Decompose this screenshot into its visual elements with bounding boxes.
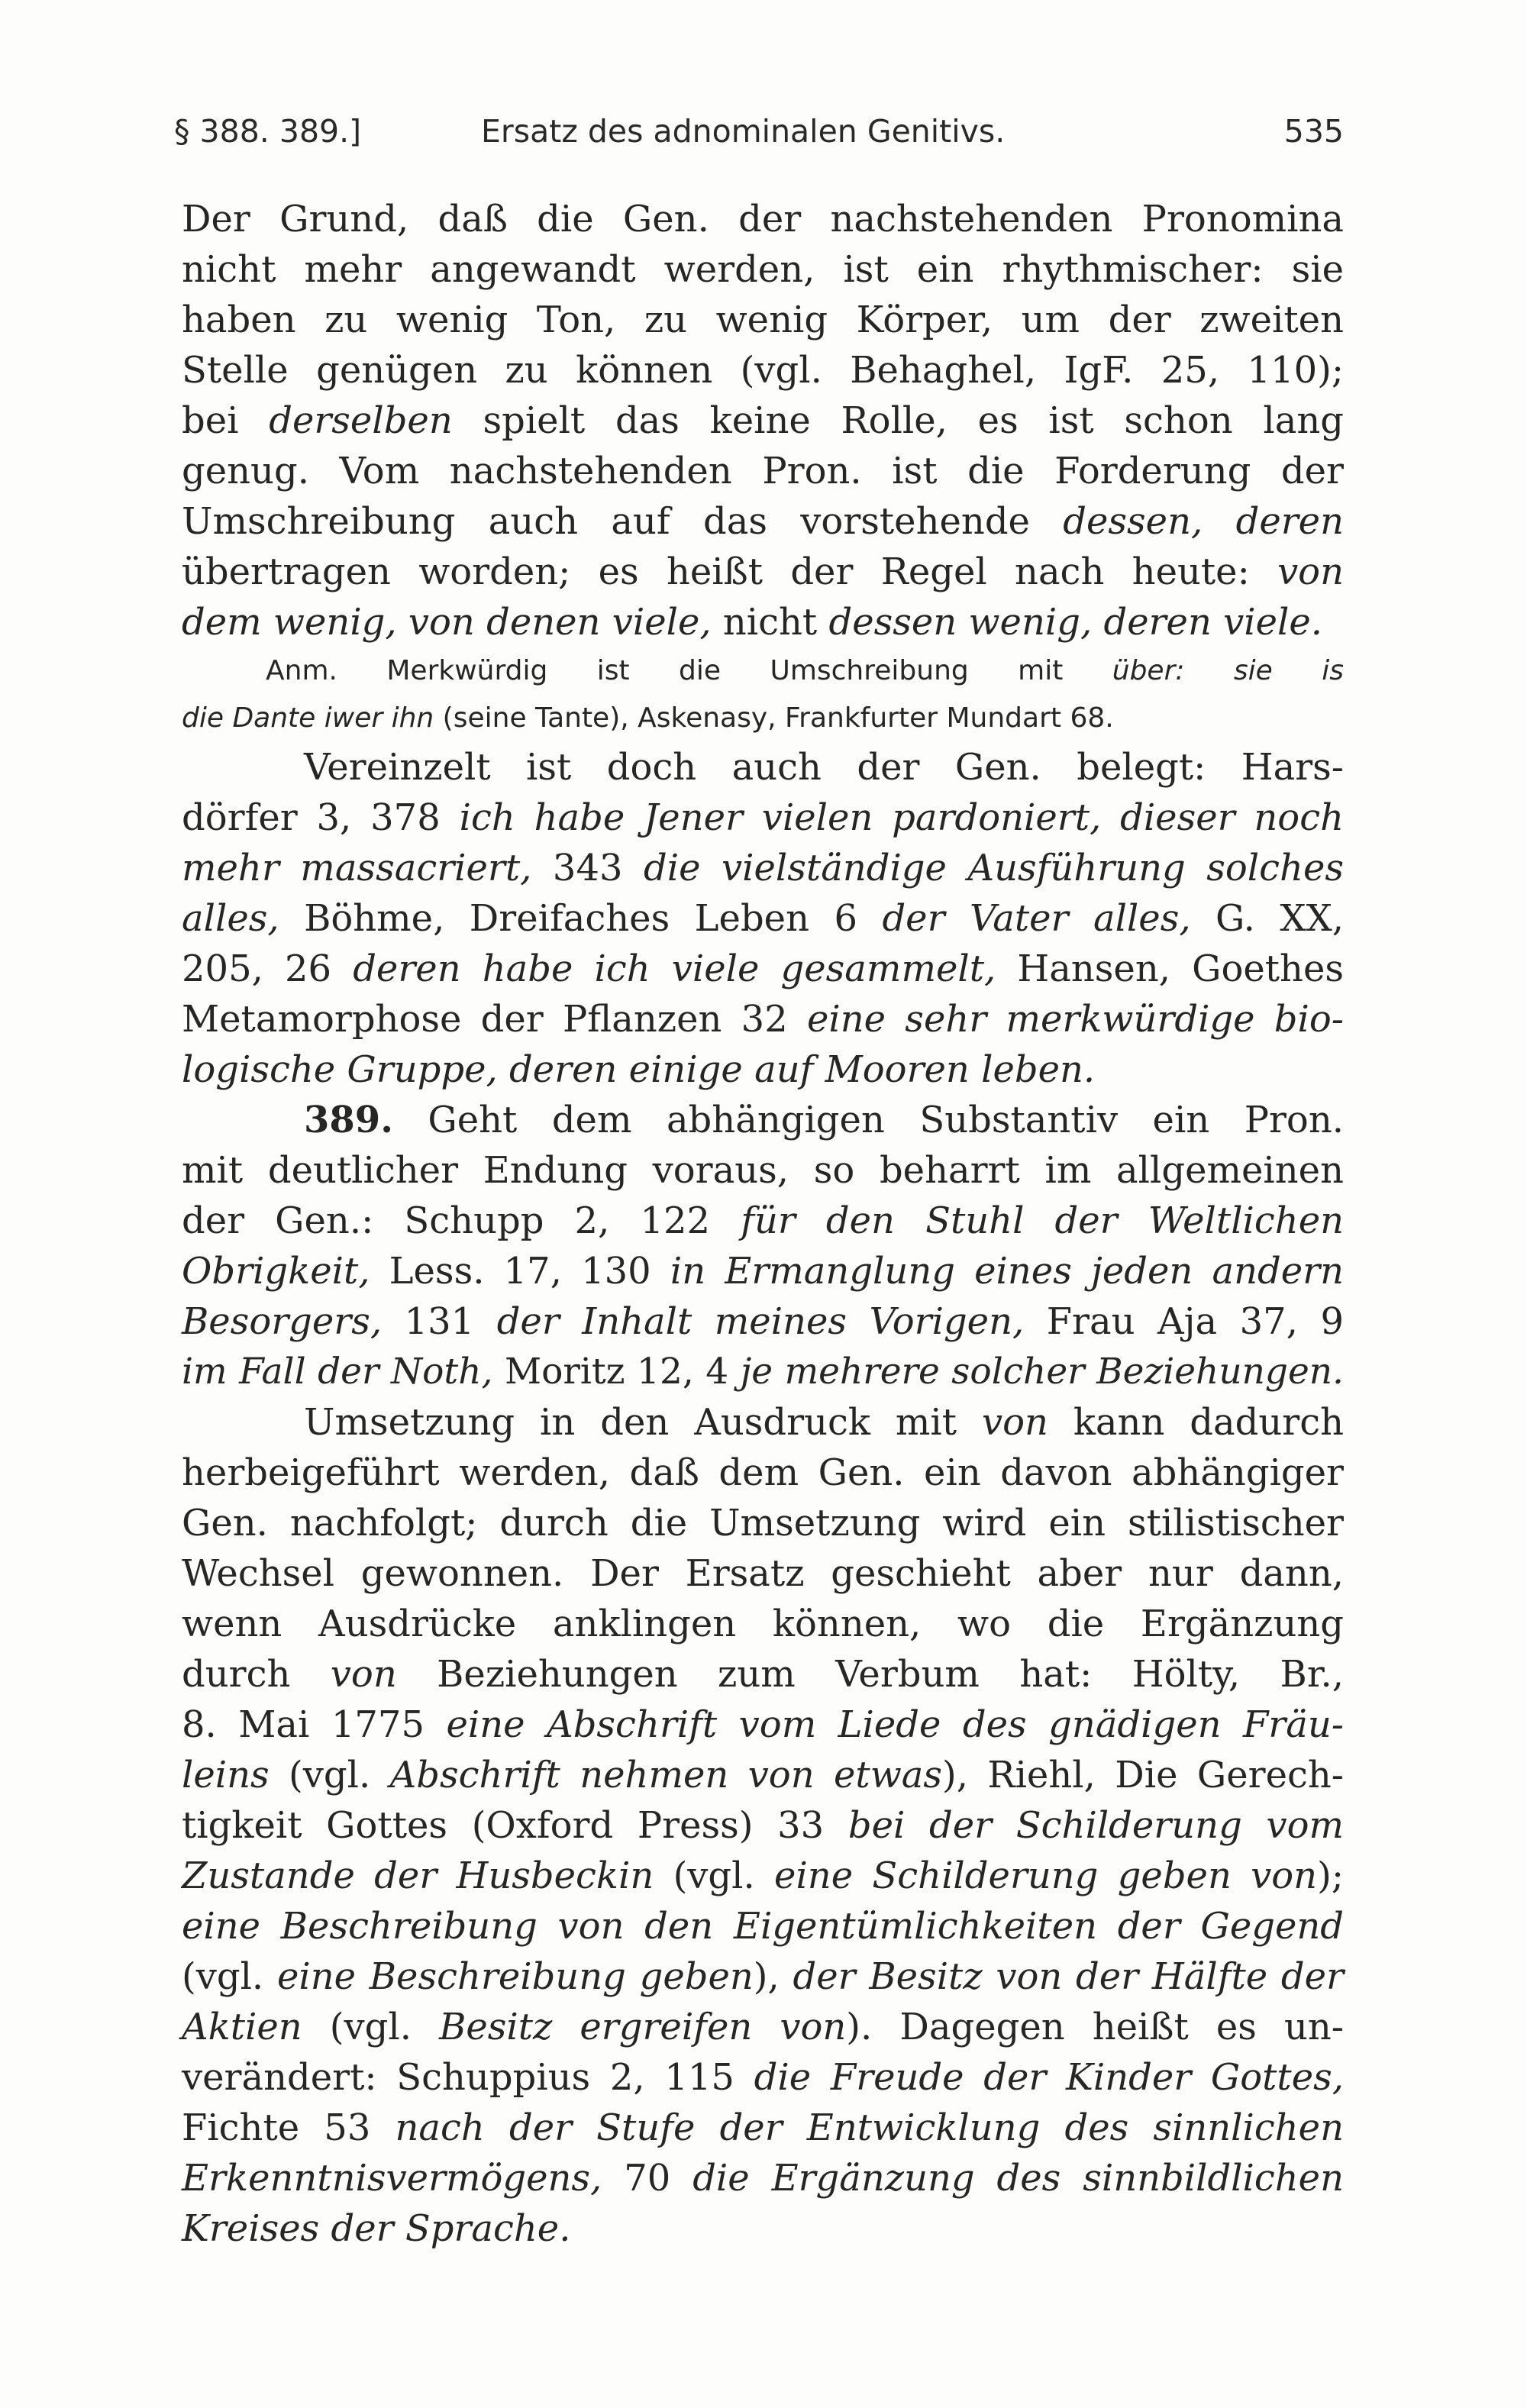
quoted-example: von [981,1401,1048,1444]
quoted-example: von [1277,550,1344,593]
text-line [182,1095,1344,1145]
quoted-example: eine Beschreibung von den Eigentümlichkeiten der Gegend [182,1905,1344,1948]
quoted-example: Besorgers, [182,1300,383,1343]
text-line [182,2002,1344,2052]
quoted-example: der Besitz von der Hälfte der [793,1955,1345,1998]
text-segment: Umschreibung auch auf das vorstehende [182,500,1064,543]
quoted-example: Kreises der Sprache. [182,2207,571,2250]
quoted-example: Erkenntnisvermögens, [182,2157,602,2200]
text-segment: Vereinzelt ist doch auch der Gen. belegt: Hars- [304,746,1344,789]
quoted-example: alles, [182,897,279,940]
text-line [182,295,1344,345]
quoted-example: eine Beschreibung geben [276,1955,754,1998]
text-line [182,1800,1344,1851]
text-line [182,1145,1344,1196]
quoted-example: eine Schilderung geben von [774,1854,1318,1897]
text-segment: bei [182,399,270,442]
text-segment: herbeigeführt werden, daß dem Gen. ein davon abhängiger [182,1451,1344,1494]
text-segment: Beziehungen zum Verbum hat: Hölty, Br., [396,1653,1345,1696]
text-line [182,244,1344,295]
text-segment: (vgl. [654,1854,775,1897]
text-segment: 8. Mai 1775 [182,1703,447,1746]
text-line [182,843,1344,893]
quoted-example: dessen wenig, deren viele. [828,601,1323,644]
running-title: Ersatz des adnominalen Genitivs. [481,113,1006,150]
body-text [182,194,1344,2254]
text-line [182,1699,1344,1750]
text-segment: Frau Aja 37, 9 [1024,1300,1344,1343]
text-line [182,994,1344,1044]
footnote-line [182,647,1344,695]
text-segment: Böhme, Dreifaches Leben 6 [279,897,883,940]
text-line [182,395,1344,446]
text-line [182,194,1344,244]
text-line [182,1196,1344,1246]
text-segment: Der Grund, daß die Gen. der nachstehenden Pronomina [182,198,1344,240]
text-segment: tigkeit Gottes (Oxford Press) 33 [182,1804,848,1847]
quoted-example: von [330,1653,397,1696]
text-line [182,2103,1344,2153]
text-segment: Less. 17, 130 [370,1250,670,1293]
text-line [182,742,1344,792]
quoted-example: Aktien [182,2006,302,2048]
text-segment: ), Riehl, Die Gerech- [942,1754,1345,1796]
text-segment: nicht mehr angewandt werden, ist ein rhythmischer: sie [182,248,1344,291]
footnote-line [182,695,1344,742]
text-segment: spielt das keine Rolle, es ist schon lang [452,399,1345,442]
text-segment: (seine Tante), Askenasy, Frankfurter Mundart 68. [434,702,1114,734]
text-line [182,1347,1344,1397]
quoted-example: deren habe ich viele gesammelt, [353,947,996,990]
text-segment: durch [182,1653,331,1696]
section-number: 389. [304,1099,393,1141]
text-segment: haben zu wenig Ton, zu wenig Körper, um der zweiten [182,299,1344,341]
text-line [182,944,1344,994]
text-line [182,1649,1344,1699]
text-line [182,1397,1344,1448]
text-line [182,2153,1344,2203]
quoted-example: bei der Schilderung vom [847,1804,1344,1847]
text-segment: (vgl. [182,1955,277,1998]
section-reference: § 388. 389.] [174,113,362,150]
text-segment: Gen. nachfolgt; durch die Umsetzung wird ein stilistischer [182,1502,1344,1545]
quoted-example: Abschrift nehmen von etwas [389,1754,943,1796]
page-number: 535 [1283,113,1344,150]
text-line [182,547,1344,597]
quoted-example: Besitz ergreifen von [439,2006,847,2048]
text-segment: mit deutlicher Endung voraus, so beharrt im allgemeinen [182,1149,1344,1192]
quoted-example: nach der Stufe der Entwicklung des sinnlichen [395,2106,1344,2149]
text-segment: Wechsel gewonnen. Der Ersatz geschieht aber nur dann, [182,1552,1344,1595]
quoted-example: Zustande der Husbeckin [182,1854,654,1897]
text-segment: 131 [382,1300,497,1343]
quoted-example: eine Abschrift vom Liede des gnädigen Fräu- [446,1703,1344,1746]
quoted-example: in Ermanglung eines jeden andern [670,1250,1344,1293]
quoted-example: je mehrere solcher Beziehungen. [740,1351,1344,1393]
quoted-example: dem wenig, von denen viele, [182,601,712,644]
quoted-example: ich habe Jener vielen pardoniert, dieser noch [459,796,1344,839]
quoted-example: der Inhalt meines Vorigen, [496,1300,1025,1343]
text-segment: übertragen worden; es heißt der Regel nach heute: [182,550,1278,593]
text-segment: (vgl. [302,2006,440,2048]
text-line [182,496,1344,547]
text-segment: Geht dem abhängigen Substantiv ein Pron. [392,1099,1344,1141]
quoted-example: Obrigkeit, [182,1250,370,1293]
text-line [182,1044,1344,1095]
text-segment: Hansen, Goethes [996,947,1345,990]
text-line [182,1296,1344,1347]
text-line [182,446,1344,496]
text-segment: ); [1317,1854,1344,1897]
text-line [182,345,1344,395]
quoted-example: leins [182,1754,270,1796]
quoted-example: logische Gruppe, deren einige auf Mooren leben. [182,1048,1096,1091]
quoted-example: mehr massacriert, [182,847,532,889]
text-segment: ), [753,1955,793,1998]
text-line [182,792,1344,843]
running-header [174,113,1344,159]
text-segment: Moritz 12, 4 [492,1351,741,1393]
text-line [182,1448,1344,1498]
text-line [182,1901,1344,1951]
text-line [182,1498,1344,1548]
text-segment: Metamorphose der Pflanzen 32 [182,998,807,1041]
text-segment: wenn Ausdrücke anklingen können, wo die Ergänzung [182,1603,1344,1645]
text-line [182,1851,1344,1901]
quoted-example: über: sie is [1112,655,1344,686]
text-segment: nicht [711,601,829,644]
text-segment: Anm. Merkwürdig ist die Umschreibung mit [266,655,1112,686]
quoted-example: die Freude der Kinder Gottes, [754,2056,1344,2099]
quoted-example: eine sehr merkwürdige bio- [806,998,1344,1041]
text-segment: ). Dagegen heißt es un- [846,2006,1345,2048]
quoted-example: der Vater alles, [882,897,1191,940]
text-line [182,1246,1344,1296]
text-line [182,1951,1344,2002]
quoted-example: im Fall der Noth, [182,1351,493,1393]
text-segment: Umsetzung in den Ausdruck mit [304,1401,982,1444]
text-line [182,2203,1344,2254]
text-segment: 205, 26 [182,947,354,990]
text-segment: kann dadurch [1048,1401,1344,1444]
text-segment: verändert: Schuppius 2, 115 [182,2056,754,2099]
text-segment: G. XX, [1190,897,1345,940]
text-segment: 343 [531,847,644,889]
text-segment: (vgl. [269,1754,390,1796]
text-line [182,1750,1344,1800]
quoted-example: die vielständige Ausführung solches [644,847,1344,889]
quoted-example: für den Stuhl der Weltlichen [741,1199,1345,1242]
text-line [182,893,1344,944]
text-segment: Stelle genügen zu können (vgl. Behaghel, IgF. 25, 110); [182,349,1344,392]
text-segment: dörfer 3, 378 [182,796,460,839]
quoted-example: dessen, deren [1063,500,1344,543]
text-segment: Fichte 53 [182,2106,395,2149]
text-line [182,1599,1344,1649]
text-segment: genug. Vom nachstehenden Pron. ist die Forderung der [182,450,1344,492]
quoted-example: derselben [269,399,453,442]
text-line [182,1548,1344,1599]
quoted-example: die Dante iwer ihn [182,702,434,734]
text-segment: 70 [602,2157,693,2200]
text-segment: der Gen.: Schupp 2, 122 [182,1199,741,1242]
text-line [182,2052,1344,2103]
text-line [182,597,1344,647]
quoted-example: die Ergänzung des sinnbildlichen [692,2157,1344,2200]
